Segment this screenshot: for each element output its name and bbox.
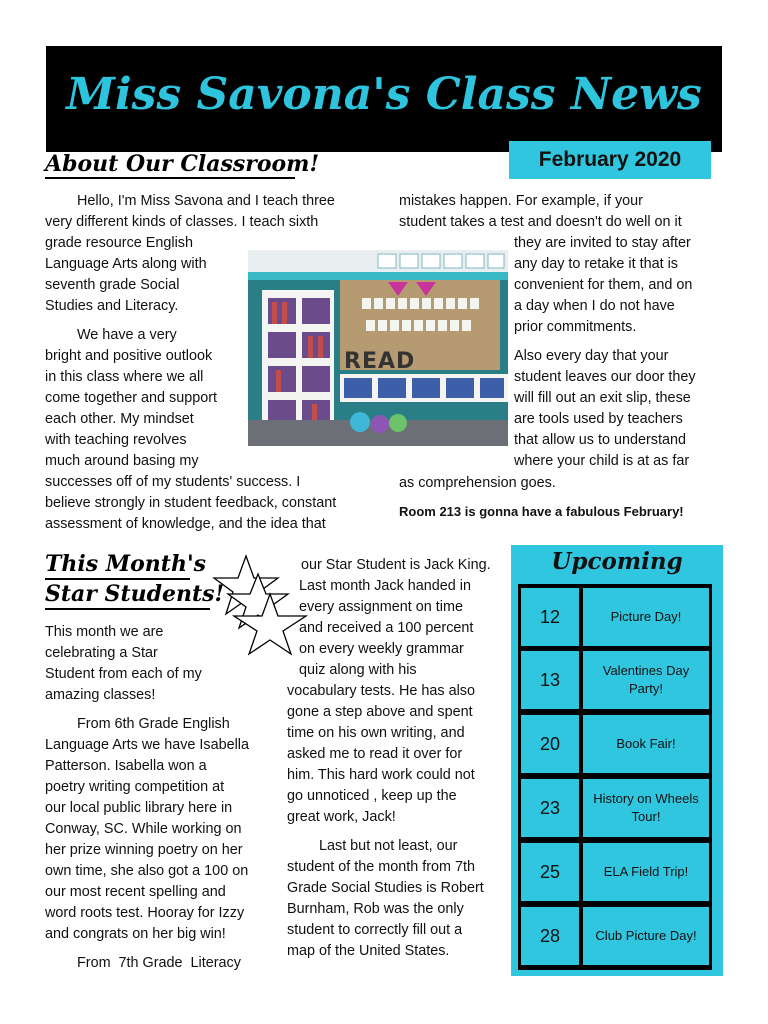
upcoming-dates-table [518,584,712,970]
text-line: This month we are [45,624,164,640]
text-line: prior commitments. [514,319,637,335]
calendar-event: ELA Field Trip! [583,843,709,901]
text-line: and congrats on her big win! [45,926,226,942]
text-line: our most recent spelling and [45,884,226,900]
text-line: any day to retake it that is [514,256,678,272]
calendar-event: Club Picture Day! [583,907,709,965]
text-line: gone a step above and spent [287,704,473,720]
upcoming-dates-heading: Upcoming [551,548,683,575]
text-line: word roots test. Hooray for Izzy [45,905,245,921]
text-line: our local public library here in [45,800,233,816]
text-line: successes off of my students' success. I [45,474,301,490]
text-line: From 7th Grade Literacy [45,955,241,971]
text-line: will fill out an exit slip, these [514,390,691,406]
text-line: and received a 100 percent [299,620,474,636]
calendar-event: Book Fair! [583,715,709,773]
star-heading-underline-1 [45,578,190,580]
text-line: We have a very [45,327,177,343]
calendar-event: History on Wheels Tour! [583,779,709,837]
text-line: bright and positive outlook [45,348,213,364]
text-line: poetry writing competition at [45,779,225,795]
text-line: vocabulary tests. He has also [287,683,475,699]
text-line: Also every day that your [514,348,669,364]
calendar-day: 20 [521,715,579,773]
text-line: student takes a test and doesn't do well on it [399,214,682,230]
about-heading: About Our Classroom! [45,151,320,177]
text-line: her prize winning poetry on her [45,842,243,858]
text-line: Last month Jack handed in [299,578,471,594]
calendar-day: 23 [521,779,579,837]
text-line: Grade Social Studies is Robert [287,880,484,896]
text-line: student leaves our door they [514,369,696,385]
text-line: believe strongly in student feedback, constant [45,495,337,511]
star-heading-line-1: This Month's [45,551,207,577]
about-column-2-wrap [514,233,696,472]
date-label: February 2020 [538,148,682,171]
calendar-row [521,715,709,773]
text-line: grade resource English [45,235,193,251]
star-heading-line-2: Star Students! [45,581,225,607]
calendar-day: 25 [521,843,579,901]
text-line: Language Arts along with [45,256,207,272]
star-column-1 [45,622,249,974]
text-line: him. This hard work could not [287,767,475,783]
text-line: Last but not least, our [287,838,458,854]
text-line: Conway, SC. While working on [45,821,242,837]
text-line: student to correctly fill out a [287,922,463,938]
about-heading-underline [45,177,295,179]
text-line: that allow us to understand [514,432,686,448]
calendar-row [521,843,709,901]
text-line: Burnham, Rob was the only [287,901,464,917]
calendar-row [521,651,709,709]
text-line: are tools used by teachers [514,411,683,427]
calendar-row [521,588,709,646]
text-line: on every weekly grammar [299,641,464,657]
text-line: Studies and Literacy. [45,298,179,314]
star-heading-underline-2 [45,608,210,610]
text-line: a day when I do not have [514,298,675,314]
text-line: Patterson. Isabella won a [45,758,207,774]
text-line: asked me to read it over for [287,746,463,762]
text-line: time on his own writing, and [287,725,465,741]
text-line: Student from each of my [45,666,202,682]
text-line: go unnoticed , keep up the [287,788,457,804]
calendar-day: 28 [521,907,579,965]
text-line: amazing classes! [45,687,156,703]
text-line: come together and support [45,390,217,406]
text-line: student of the month from 7th [287,859,475,875]
calendar-row [521,779,709,837]
star-column-2 [287,555,491,962]
text-line: mistakes happen. For example, if your [399,193,643,209]
text-line: our Star Student is Jack King. [301,557,491,573]
about-column-2-top [399,191,682,233]
text-line: much around basing my [45,453,199,469]
about-column-2-bottom: as comprehension goes. [399,475,556,491]
calendar-event: Picture Day! [583,588,709,646]
closing-statement: Room 213 is gonna have a fabulous February! [399,504,684,519]
text-line: Language Arts we have Isabella [45,737,250,753]
text-line: assessment of knowledge, and the idea that [45,516,326,532]
photo-read-sign: READ [344,349,416,374]
text-line: quiz along with his [299,662,417,678]
classroom-photo [248,250,508,446]
text-line: in this class where we all [45,369,204,385]
text-line: seventh grade Social [45,277,180,293]
text-line: where your child is at as far [514,453,690,469]
text-line: own time, she also got a 100 on [45,863,249,879]
text-line: map of the United States. [287,943,450,959]
calendar-event: Valentines Day Party! [583,651,709,709]
text-line: celebrating a Star [45,645,158,661]
text-line: From 6th Grade English [45,716,230,732]
text-line: very different kinds of classes. I teach sixth [45,214,319,230]
text-line: convenient for them, and on [514,277,693,293]
text-line: they are invited to stay after [514,235,691,251]
text-line: with teaching revolves [45,432,187,448]
calendar-day: 12 [521,588,579,646]
calendar-day: 13 [521,651,579,709]
text-line: every assignment on time [299,599,463,615]
text-line: great work, Jack! [287,809,396,825]
text-line: Hello, I'm Miss Savona and I teach three [45,193,335,209]
calendar-row [521,907,709,965]
text-line: each other. My mindset [45,411,194,427]
newsletter-title: Miss Savona's Class News [66,69,702,120]
